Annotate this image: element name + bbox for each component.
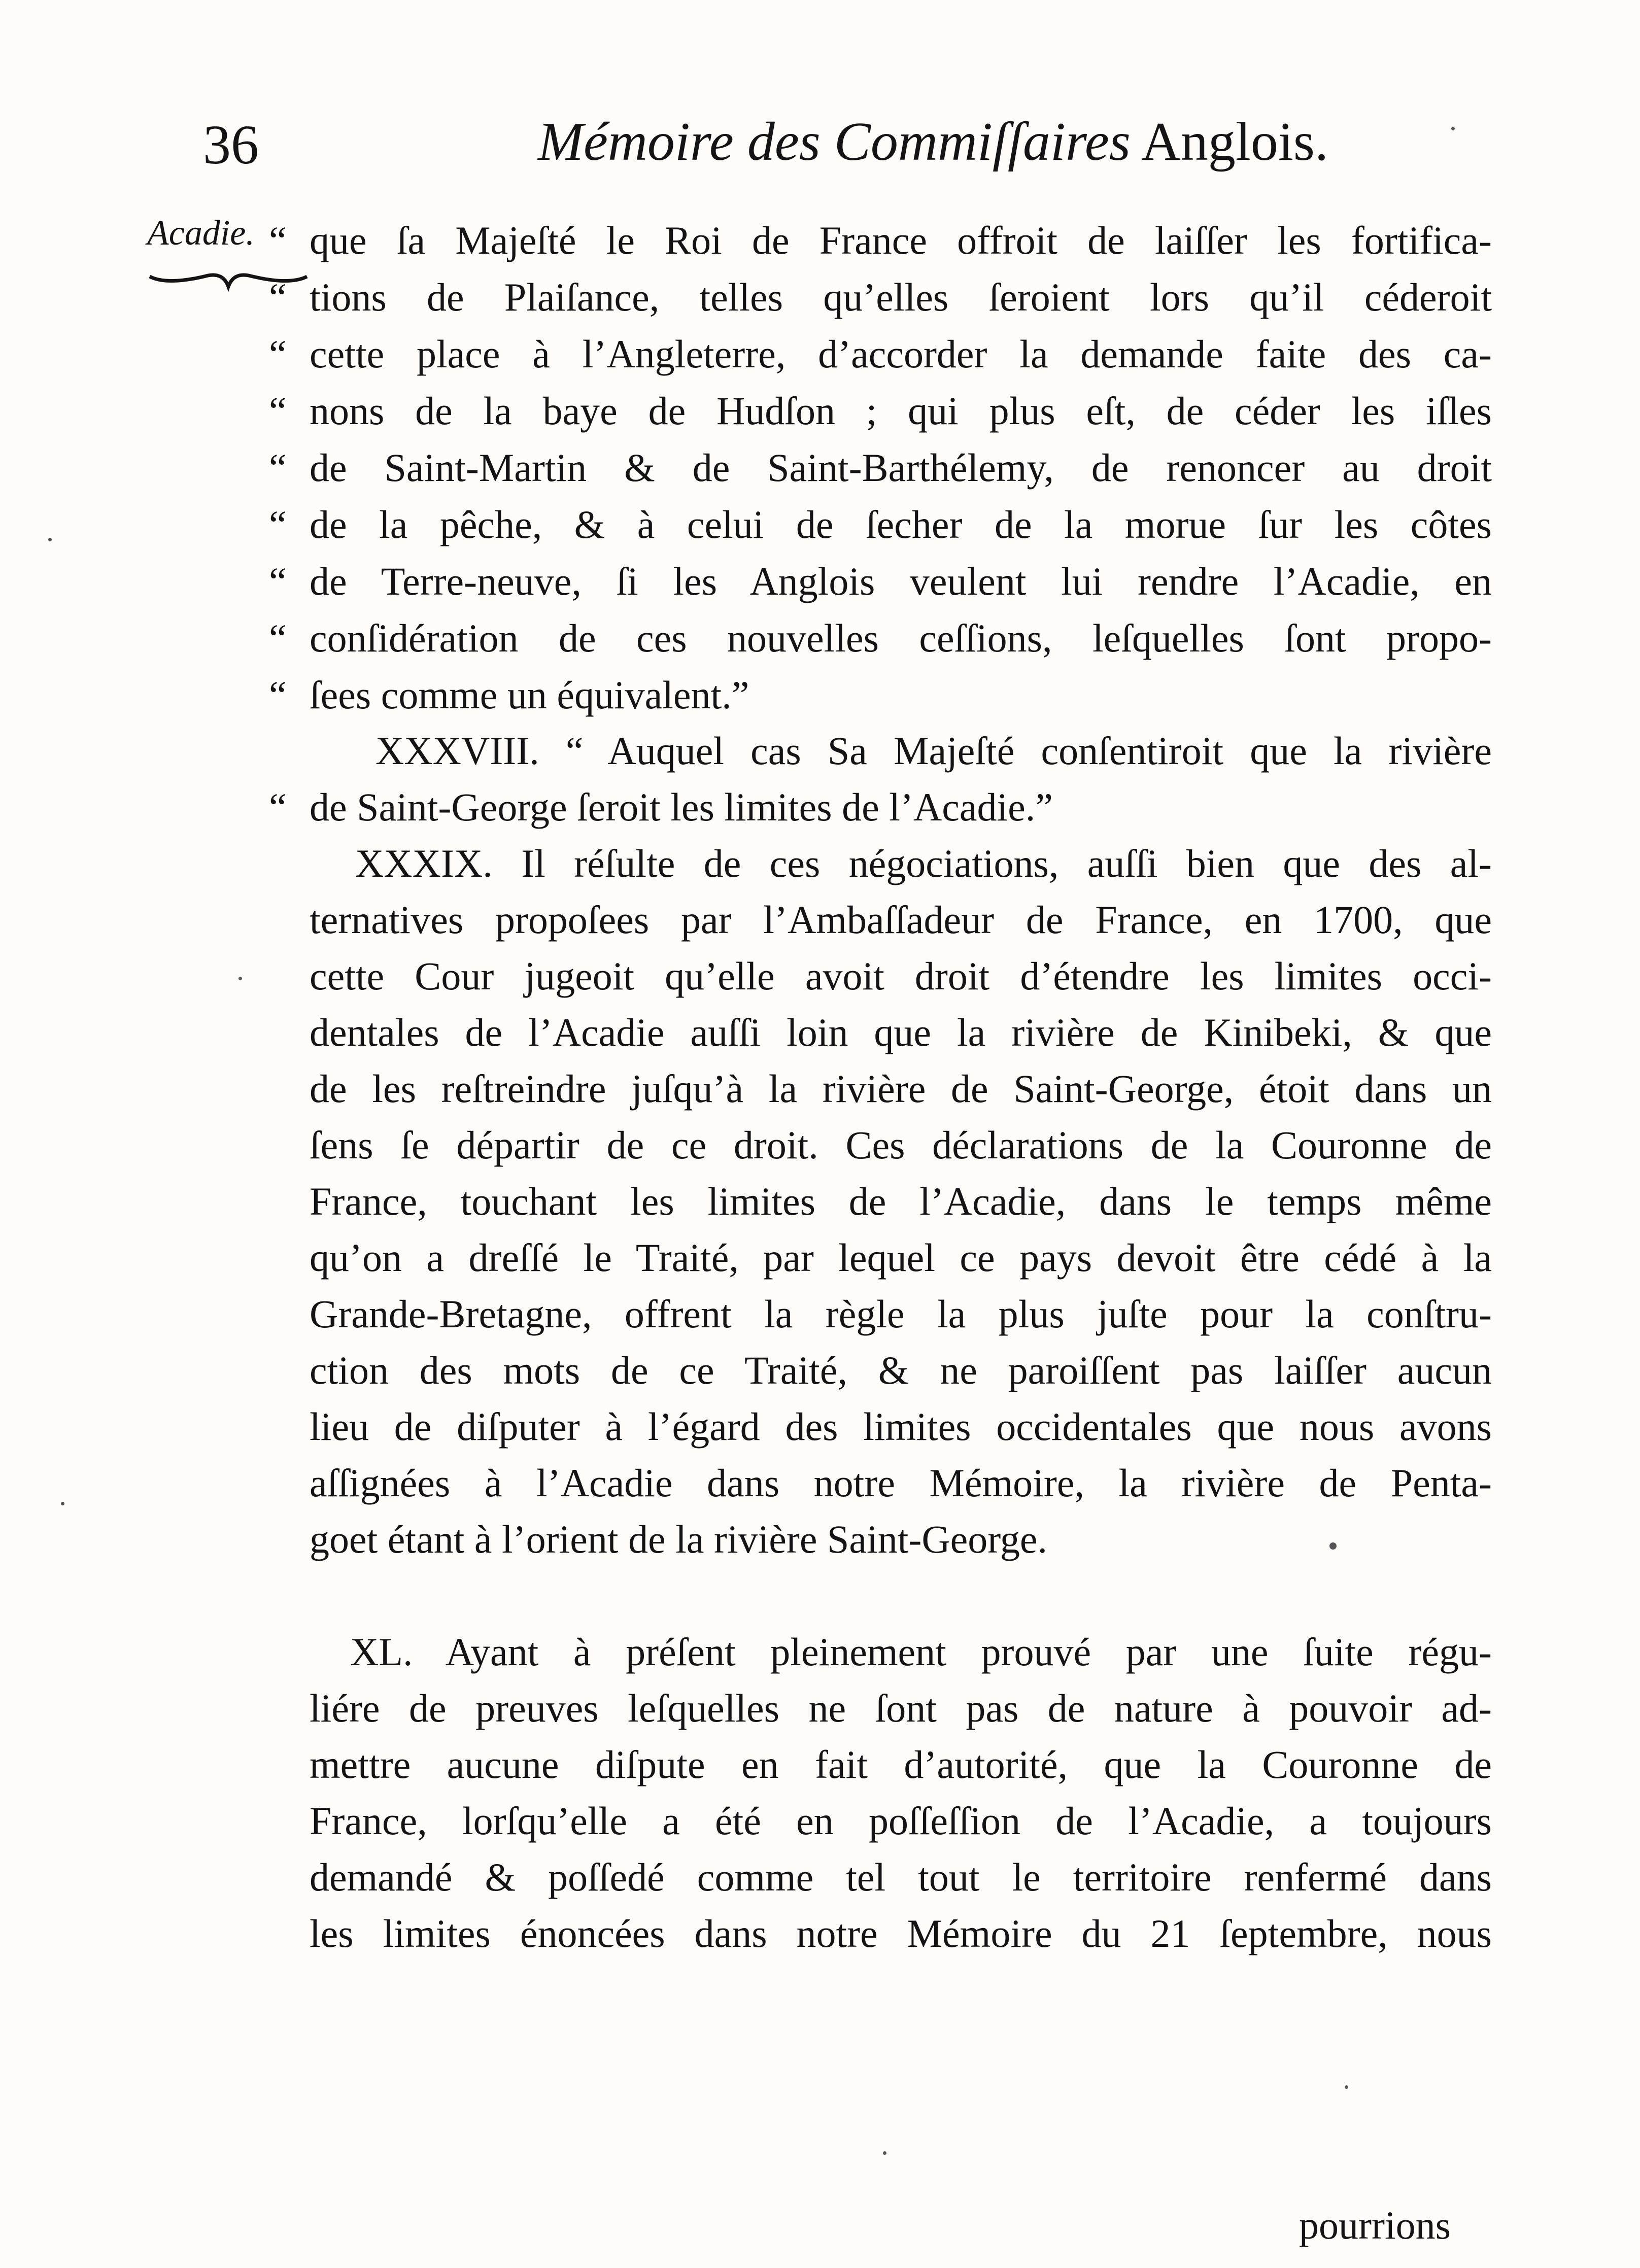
margin-note: Acadie. xyxy=(147,214,255,253)
text-line: ternatives propoſees par l’Ambaſſadeur de France, en 1700, que xyxy=(310,898,1492,942)
quote-mark: “ xyxy=(269,559,287,603)
quote-mark: “ xyxy=(269,502,287,546)
scan-speck xyxy=(61,1502,64,1505)
text-line: France, lorſqu’elle a été en poſſeſſion de l’Acadie, a toujours xyxy=(310,1799,1492,1843)
quote-mark: “ xyxy=(269,785,287,829)
scan-speck xyxy=(48,538,52,541)
paragraph-xl-start: XL. Ayant à préſent pleinement prouvé par une ſuite régu- xyxy=(350,1630,1492,1674)
text-line: goet étant à l’orient de la rivière Saint-George. xyxy=(310,1517,1047,1561)
text-line: aſſignées à l’Acadie dans notre Mémoire, la rivière de Penta- xyxy=(310,1461,1492,1505)
text-line: conſidération de ces nouvelles ceſſions, leſquelles ſont propo- xyxy=(310,616,1492,660)
scan-speck xyxy=(1345,2085,1348,2089)
text-line: de Saint-George ſeroit les limites de l’Acadie.” xyxy=(310,785,1053,829)
quote-mark: “ xyxy=(269,616,287,660)
text-line: lieu de diſputer à l’égard des limites occidentales que nous avons xyxy=(310,1404,1492,1449)
text-line: de les reſtreindre juſqu’à la rivière de Saint-George, étoit dans un xyxy=(310,1067,1492,1111)
text-line: ction des mots de ce Traité, & ne paroiſſent pas laiſſer aucun xyxy=(310,1348,1492,1392)
text-line: cette Cour jugeoit qu’elle avoit droit d’étendre les limites occi- xyxy=(310,954,1492,998)
scan-speck xyxy=(238,977,242,980)
running-title-roman: Anglois. xyxy=(1141,112,1328,172)
scan-speck xyxy=(1329,1542,1337,1550)
text-line: cette place à l’Angleterre, d’accorder la demande faite des ca- xyxy=(310,332,1492,376)
scan-speck xyxy=(883,2151,886,2155)
quote-mark: “ xyxy=(269,218,287,262)
text-line: les limites énoncées dans notre Mémoire du 21 ſeptembre, nous xyxy=(310,1911,1492,1955)
catchword: pourrions xyxy=(1299,2203,1451,2247)
running-title-italic: Mémoire des Commiſſaires xyxy=(538,112,1131,172)
quote-mark: “ xyxy=(269,332,287,376)
text-line: France, touchant les limites de l’Acadie, dans le temps même xyxy=(310,1179,1492,1223)
running-title xyxy=(538,111,1328,174)
text-line: qu’on a dreſſé le Traité, par lequel ce pays devoit être cédé à la xyxy=(310,1235,1492,1280)
quote-mark: “ xyxy=(269,673,287,717)
paragraph-xxxviii-start: XXXVIII. “ Auquel cas Sa Majeſté conſentiroit que la rivière xyxy=(375,729,1492,773)
paragraph-xxxix-start: XXXIX. Il réſulte de ces négociations, auſſi bien que des al- xyxy=(355,841,1492,885)
quote-mark: “ xyxy=(269,445,287,490)
text-line: dentales de l’Acadie auſſi loin que la rivière de Kinibeki, & que xyxy=(310,1010,1492,1054)
text-line: Grande-Bretagne, offrent la règle la plus juſte pour la conſtru- xyxy=(310,1292,1492,1336)
text-line: demandé & poſſedé comme tel tout le territoire renfermé dans xyxy=(310,1855,1492,1899)
text-line: tions de Plaiſance, telles qu’elles ſeroient lors qu’il céderoit xyxy=(310,275,1492,319)
quote-mark: “ xyxy=(269,275,287,319)
text-line: liére de preuves leſquelles ne ſont pas de nature à pouvoir ad- xyxy=(310,1686,1492,1730)
text-line: de Terre-neuve, ſi les Anglois veulent lui rendre l’Acadie, en xyxy=(310,559,1492,603)
text-line: ſens ſe départir de ce droit. Ces déclarations de la Couronne de xyxy=(310,1123,1492,1167)
text-line: que ſa Majeſté le Roi de France offroit de laiſſer les fortifica- xyxy=(310,218,1492,262)
text-line: de Saint-Martin & de Saint-Barthélemy, de renoncer au droit xyxy=(310,445,1492,490)
text-line: ſees comme un équivalent.” xyxy=(310,673,749,717)
text-line: mettre aucune diſpute en fait d’autorité, que la Couronne de xyxy=(310,1742,1492,1786)
text-line: de la pêche, & à celui de ſecher de la morue ſur les côtes xyxy=(310,502,1492,546)
page-number: 36 xyxy=(203,114,259,176)
scan-speck xyxy=(1451,127,1455,130)
quote-mark: “ xyxy=(269,389,287,433)
text-line: nons de la baye de Hudſon ; qui plus eſt, de céder les iſles xyxy=(310,389,1492,433)
